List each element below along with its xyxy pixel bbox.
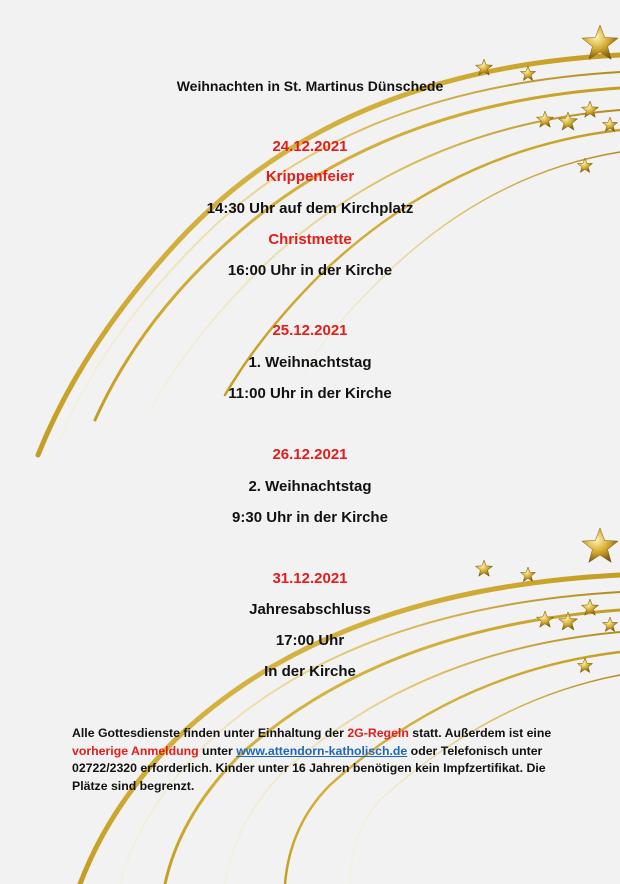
- notice-text-3: unter: [198, 743, 237, 758]
- date-25-12: 25.12.2021: [272, 322, 348, 339]
- notice-text-1: Alle Gottesdienste finden unter Einhaltung der: [72, 726, 348, 740]
- date-26-12: 26.12.2021: [272, 446, 348, 463]
- notice-paragraph: [72, 725, 552, 795]
- event-time-jahresabschluss: 17:00 Uhr: [275, 632, 345, 649]
- date-24-12: 24.12.2021: [272, 138, 348, 155]
- notice-registration: vorherige Anmeldung: [72, 743, 199, 758]
- event-christmette: Christmette: [268, 231, 352, 248]
- date-31-12: 31.12.2021: [272, 570, 348, 587]
- event-jahresabschluss: Jahresabschluss: [249, 601, 371, 618]
- event-place-jahresabschluss: In der Kirche: [264, 663, 356, 680]
- event-time-krippenfeier: 14:30 Uhr auf dem Kirchplatz: [206, 200, 414, 217]
- notice-text-2: statt. Außerdem ist eine: [408, 726, 552, 740]
- event-time-weihnachtstag-1: 11:00 Uhr in der Kirche: [228, 385, 392, 402]
- notice-text-4: oder Telefonisch unter 02722/2320 erforderlich. Kinder unter 16 Jahren benötigen kein Impfzertifikat. Die Plätze sind begrenzt.: [72, 743, 546, 793]
- event-time-christmette: 16:00 Uhr in der Kirche: [227, 262, 393, 279]
- event-weihnachtstag-2: 2. Weihnachtstag: [248, 478, 372, 495]
- website-link[interactable]: www.attendorn-katholisch.de: [236, 743, 408, 758]
- event-krippenfeier: Krippenfeier: [265, 168, 355, 185]
- event-time-weihnachtstag-2: 9:30 Uhr in der Kirche: [232, 509, 388, 526]
- event-weihnachtstag-1: 1. Weihnachtstag: [248, 354, 372, 371]
- notice-2g-rules: 2G-Regeln: [347, 726, 409, 740]
- page-title: Weihnachten in St. Martinus Dünschede: [176, 78, 444, 94]
